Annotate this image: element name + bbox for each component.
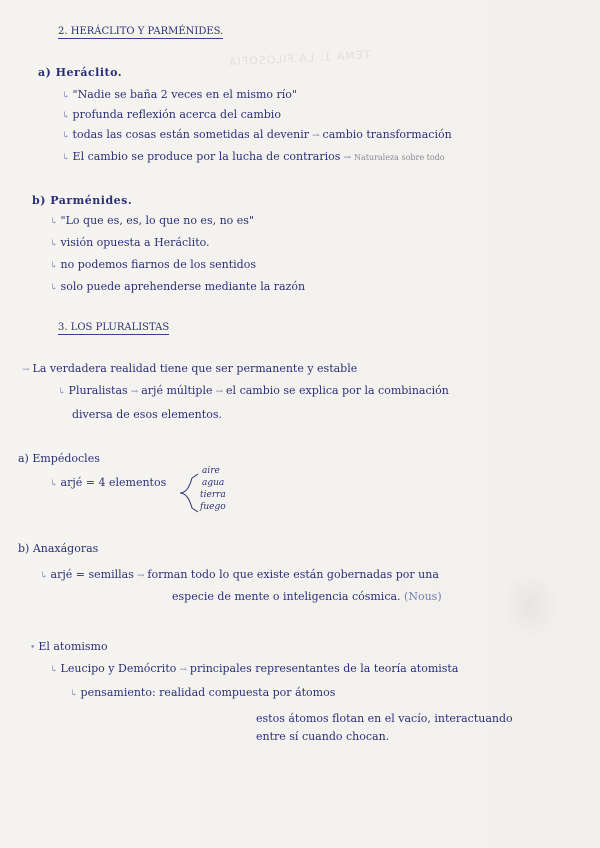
parmenides-heading: b) Parménides.	[32, 194, 133, 207]
atomismo-line-2: ↳ pensamiento: realidad compuesta por átomos	[70, 686, 336, 699]
bullet-arrow-icon: ↳	[62, 111, 70, 121]
arrow-right-icon: →	[215, 387, 224, 397]
bullet-dot-icon: •	[30, 643, 36, 653]
atomismo-line-3: estos átomos flotan en el vacío, interactuando	[256, 712, 513, 725]
arrow-right-icon: →	[343, 153, 351, 163]
bullet-arrow-icon: ↳	[50, 239, 58, 249]
section-2-title: 2. HERÁCLITO Y PARMÉNIDES.	[58, 26, 224, 37]
bullet-arrow-icon: ↳	[62, 153, 70, 163]
heraclito-line-4: ↳ El cambio se produce por la lucha de contrarios → Naturaleza sobre todo	[62, 150, 445, 163]
arrow-right-icon: →	[179, 665, 187, 675]
pluralistas-line-1: → La verdadera realidad tiene que ser permanente y estable	[22, 362, 358, 375]
parmenides-line-3: ↳ no podemos fiarnos de los sentidos	[50, 258, 256, 271]
bullet-arrow-icon: ↳	[62, 131, 70, 141]
arrow-right-icon: →	[22, 365, 30, 375]
element-label: aire	[202, 466, 220, 476]
heraclito-line-3: ↳ todas las cosas están sometidas al devenir → cambio transformación	[62, 128, 452, 141]
bullet-arrow-icon: ↳	[50, 283, 58, 293]
atomismo-line-1: ↳ Leucipo y Demócrito → principales representantes de la teoría atomista	[50, 662, 459, 675]
anaxagoras-heading: b) Anaxágoras	[18, 542, 99, 555]
bullet-arrow-icon: ↳	[62, 91, 70, 101]
arrow-right-icon: →	[136, 571, 145, 581]
bullet-arrow-icon: ↳	[58, 387, 66, 397]
heraclito-line-1: ↳ "Nadie se baña 2 veces en el mismo río"	[62, 88, 297, 101]
pluralistas-line-2: ↳ Pluralistas → arjé múltiple → el cambio se explica por la combinación	[58, 384, 449, 397]
anaxagoras-line-2: especie de mente o inteligencia cósmica. (Nous)	[172, 590, 442, 603]
arrow-right-icon: →	[130, 387, 139, 397]
empedocles-heading: a) Empédocles	[18, 452, 100, 465]
element-label: agua	[202, 478, 225, 488]
section-3-title: 3. LOS PLURALISTAS	[58, 322, 170, 333]
bullet-arrow-icon: ↳	[40, 571, 48, 581]
parmenides-line-4: ↳ solo puede aprehenderse mediante la razón	[50, 280, 306, 293]
bullet-arrow-icon: ↳	[50, 261, 58, 271]
atomismo-heading: • El atomismo	[30, 640, 108, 653]
pluralistas-line-3: diversa de esos elementos.	[72, 408, 222, 421]
brace-icon	[178, 470, 198, 516]
bleed-through-text: TEMA 1: LA FILOSOFÍA	[227, 48, 371, 69]
empedocles-line-1: ↳ arjé = 4 elementos	[50, 476, 167, 489]
bullet-arrow-icon: ↳	[50, 217, 58, 227]
paper-smudge	[500, 570, 560, 640]
parmenides-line-2: ↳ visión opuesta a Heráclito.	[50, 236, 210, 249]
element-label: tierra	[200, 490, 226, 500]
bullet-arrow-icon: ↳	[70, 689, 78, 699]
parmenides-line-1: ↳ "Lo que es, es, lo que no es, no es"	[50, 214, 254, 227]
arrow-right-icon: →	[312, 131, 320, 141]
anaxagoras-line-1: ↳ arjé = semillas → forman todo lo que existe están gobernadas por una	[40, 568, 439, 581]
bullet-arrow-icon: ↳	[50, 665, 58, 675]
element-label: fuego	[200, 502, 226, 512]
atomismo-line-4: entre sí cuando chocan.	[256, 730, 390, 743]
heraclito-line-2: ↳ profunda reflexión acerca del cambio	[62, 108, 281, 121]
heraclito-heading: a) Heráclito.	[38, 66, 123, 79]
bullet-arrow-icon: ↳	[50, 479, 58, 489]
